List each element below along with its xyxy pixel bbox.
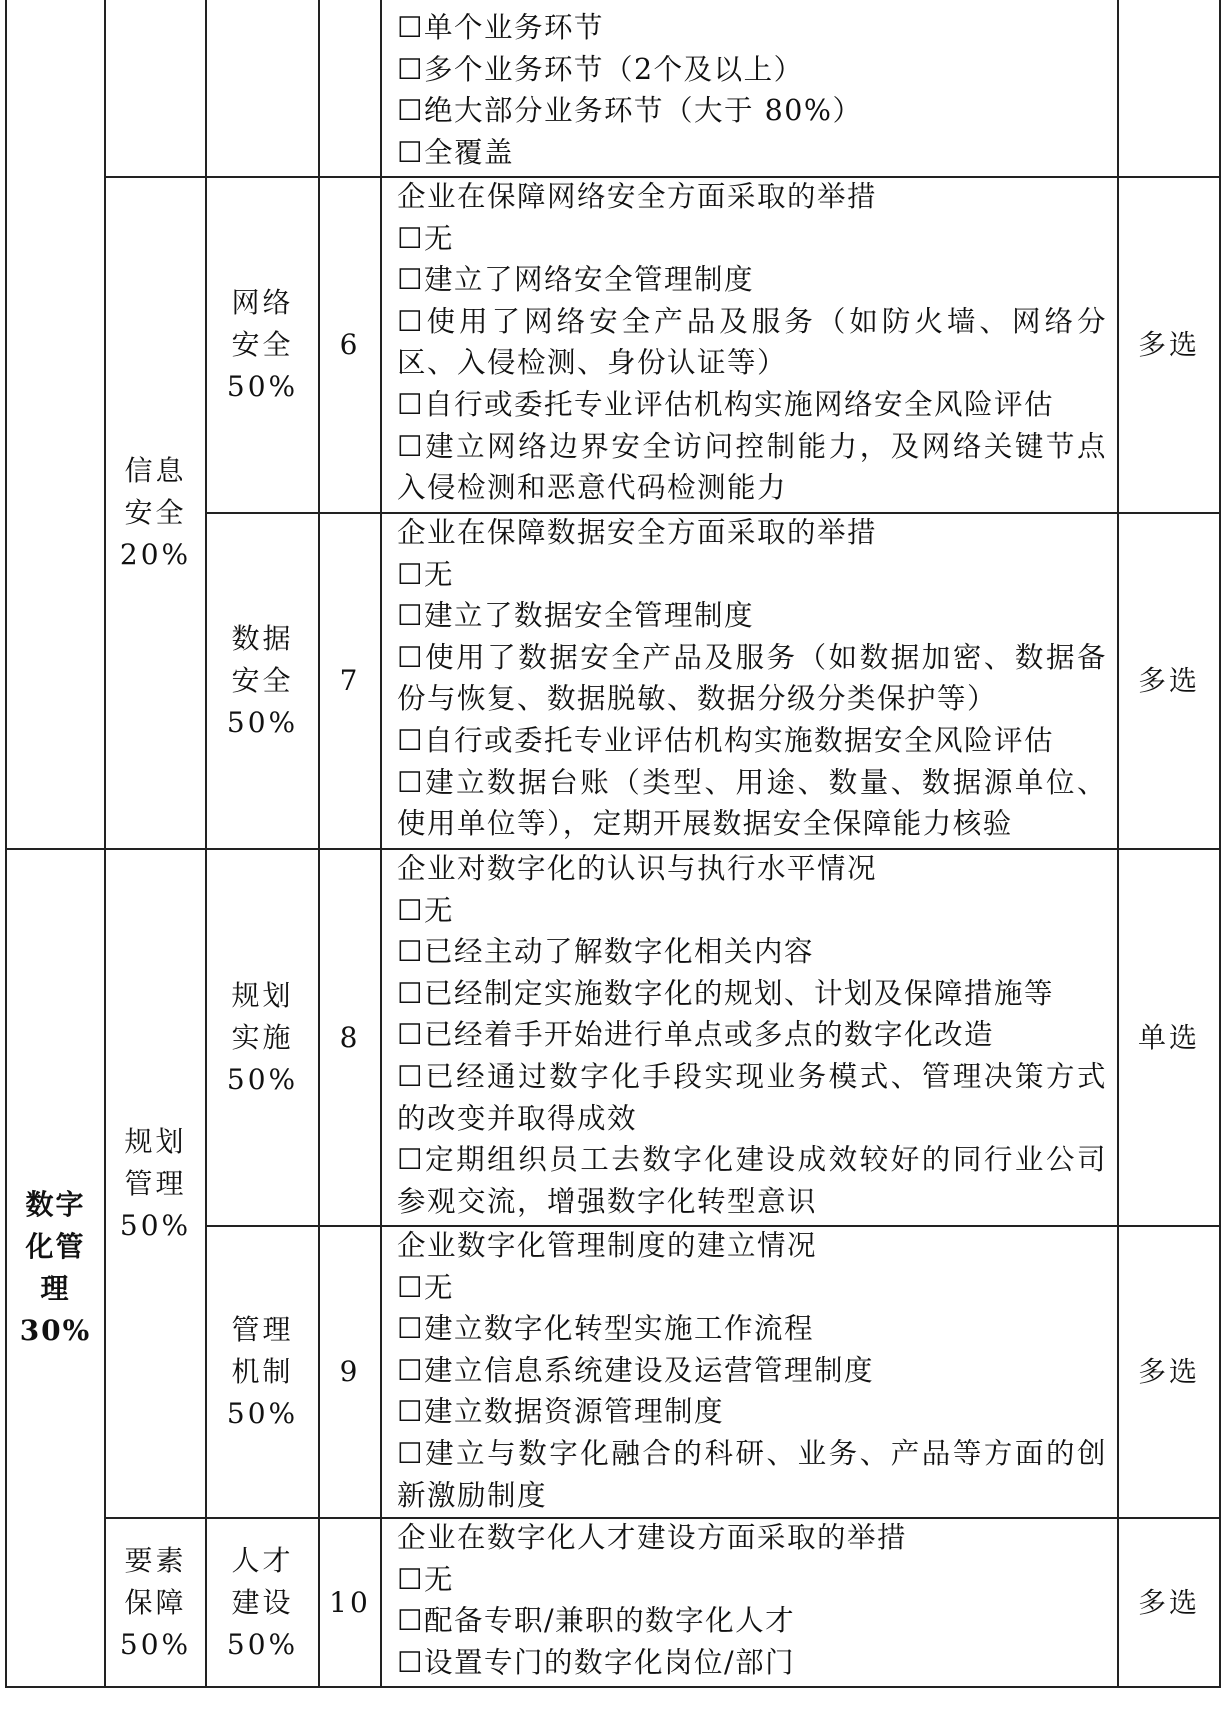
table-border-right bbox=[1219, 0, 1221, 1688]
option: ☐建立网络边界安全访问控制能力，及网络关键节点入侵检测和恶意代码检测能力 bbox=[397, 429, 1107, 505]
question-text: 企业在数字化人才建设方面采取的举措 bbox=[397, 1521, 908, 1554]
option: ☐建立了网络安全管理制度 bbox=[397, 263, 755, 297]
option: ☐建立数字化转型实施工作流程 bbox=[397, 1312, 815, 1346]
question-cell-9 bbox=[397, 1225, 1107, 1516]
question-cell-7 bbox=[397, 512, 1107, 845]
dimension-cell-digital-management: 数字 化管 理 30% bbox=[19, 1188, 92, 1347]
question-text: 企业在保障数据安全方面采取的举措 bbox=[397, 516, 878, 549]
number-cell-6: 6 bbox=[339, 328, 361, 361]
question-cell-continued bbox=[397, 7, 1107, 173]
option: ☐建立信息系统建设及运营管理制度 bbox=[397, 1353, 875, 1387]
number-cell-9: 9 bbox=[339, 1355, 361, 1388]
option: ☐无 bbox=[397, 221, 455, 255]
number-cell-7: 7 bbox=[339, 664, 361, 697]
question-cell-10 bbox=[397, 1517, 1107, 1683]
option: ☐设置专门的数字化岗位/部门 bbox=[397, 1645, 796, 1679]
option: ☐单个业务环节 bbox=[397, 11, 605, 44]
table-border-bottom bbox=[5, 1686, 1221, 1688]
option: ☐建立了数据安全管理制度 bbox=[397, 599, 755, 633]
question-text: 企业数字化管理制度的建立情况 bbox=[397, 1229, 818, 1262]
option: ☐使用了网络安全产品及服务（如防火墙、网络分区、入侵检测、身份认证等） bbox=[397, 304, 1107, 380]
option: ☐已经通过数字化手段实现业务模式、管理决策方式的改变并取得成效 bbox=[397, 1059, 1107, 1135]
category-cell-planning-management: 规划 管理 50% bbox=[119, 1124, 192, 1242]
option: ☐定期组织员工去数字化建设成效较好的同行业公司参观交流，增强数字化转型意识 bbox=[397, 1143, 1107, 1218]
option: ☐多个业务环节（2个及以上） bbox=[397, 52, 804, 86]
option: ☐建立数据台账（类型、用途、数量、数据源单位、使用单位等），定期开展数据安全保障能力核验 bbox=[397, 765, 1107, 841]
option: ☐无 bbox=[397, 893, 455, 927]
option: ☐使用了数据安全产品及服务（如数据加密、数据备份与恢复、数据脱敏、数据分级分类保护等） bbox=[397, 640, 1107, 716]
option: ☐已经主动了解数字化相关内容 bbox=[397, 935, 815, 969]
option: ☐自行或委托专业评估机构实施网络安全风险评估 bbox=[397, 387, 1055, 421]
indicator-cell-data-security: 数据 安全 50% bbox=[226, 622, 299, 739]
number-cell-8: 8 bbox=[339, 1020, 361, 1054]
grid-line-v4 bbox=[380, 0, 382, 1688]
option: ☐配备专职/兼职的数字化人才 bbox=[397, 1604, 796, 1638]
option: ☐建立与数字化融合的科研、业务、产品等方面的创新激励制度 bbox=[397, 1436, 1107, 1512]
category-cell-element-support: 要素 保障 50% bbox=[119, 1543, 192, 1661]
category-cell-info-security: 信息 安全 20% bbox=[119, 454, 192, 571]
option: ☐已经着手开始进行单点或多点的数字化改造 bbox=[397, 1018, 995, 1052]
indicator-cell-planning-implementation: 规划 实施 50% bbox=[226, 978, 299, 1096]
type-cell-9: 多选 bbox=[1137, 1355, 1200, 1388]
option: ☐建立数据资源管理制度 bbox=[397, 1395, 725, 1429]
option: ☐无 bbox=[397, 557, 455, 591]
indicator-cell-network-security: 网络 安全 50% bbox=[226, 286, 299, 403]
option: ☐自行或委托专业评估机构实施数据安全风险评估 bbox=[397, 723, 1055, 757]
question-cell-8 bbox=[397, 848, 1107, 1222]
option: ☐无 bbox=[397, 1562, 455, 1596]
question-cell-6 bbox=[397, 176, 1107, 509]
type-cell-8: 单选 bbox=[1137, 1020, 1200, 1054]
option: ☐全覆盖 bbox=[397, 135, 515, 169]
type-cell-6: 多选 bbox=[1137, 328, 1200, 361]
indicator-cell-management-mechanism: 管理 机制 50% bbox=[226, 1313, 299, 1430]
option: ☐无 bbox=[397, 1270, 455, 1304]
type-cell-10: 多选 bbox=[1137, 1585, 1200, 1619]
option: ☐已经制定实施数字化的规划、计划及保障措施等 bbox=[397, 976, 1055, 1010]
question-text: 企业在保障网络安全方面采取的举措 bbox=[397, 180, 878, 213]
number-cell-10: 10 bbox=[329, 1585, 371, 1619]
type-cell-7: 多选 bbox=[1137, 664, 1200, 697]
question-text: 企业对数字化的认识与执行水平情况 bbox=[397, 852, 878, 885]
option: ☐绝大部分业务环节（大于 80%） bbox=[397, 94, 863, 128]
indicator-cell-talent-building: 人才 建设 50% bbox=[226, 1543, 299, 1661]
